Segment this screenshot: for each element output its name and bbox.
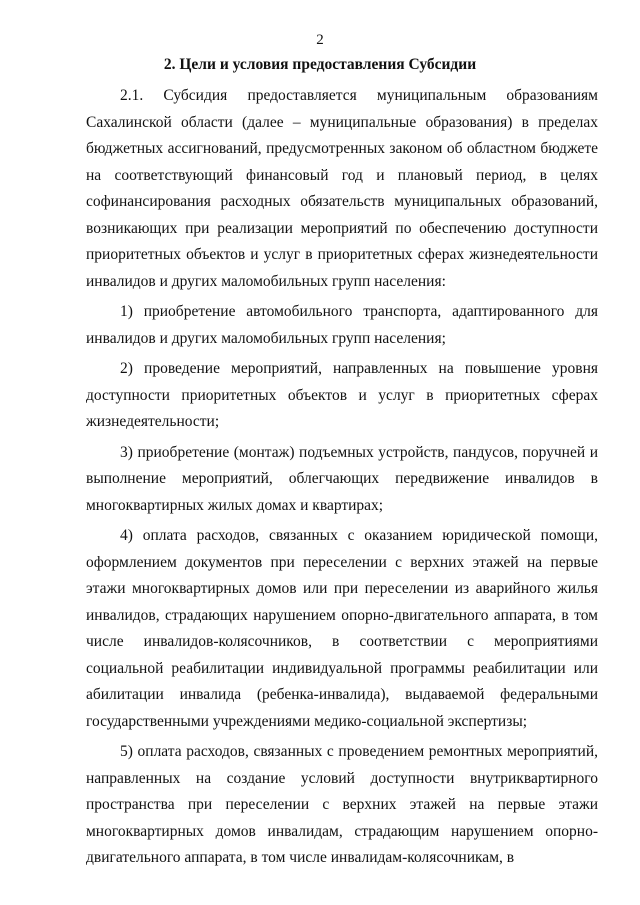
list-item-3: 3) приобретение (монтаж) подъемных устройств, пандусов, поручней и выполнение мероприятий, облегчающих передвижение инвалидов в многоквартирных жилых домах и квартирах; (86, 443, 598, 514)
list-item-1: 1) приобретение автомобильного транспорта, адаптированного для инвалидов и других маломобильных групп населения; (86, 303, 598, 347)
list-item-2: 2) проведение мероприятий, направленных на повышение уровня доступности приоритетных объектов и услуг в приоритетных сферах жизнедеятельности; (86, 360, 598, 430)
list-item-4: 4) оплата расходов, связанных с оказанием юридической помощи, оформлением документов при переселении с верхних этажей на первые этажи многоквартирных домов или при переселении из аварийного жилья инвалидов, страдающих нарушением опорно-двигательного аппарата, в том числе инвалидов-колясочников, в соответствии с мероприятиями социальной реабилитации индивидуальной программы реабилитации или абилитации инвалида (ребенка-инвалида), выдаваемой федеральными государственными учреждениями медико-социальной экспертизы; (86, 527, 598, 730)
section-heading: 2. Цели и условия предоставления Субсидии (163, 56, 477, 73)
paragraph-2-1: 2.1. Субсидия предоставляется муниципальным образованиям Сахалинской области (далее – муниципальные образования) в пределах бюджетных ассигнований, предусмотренных законом об областном бюджете на соответствующий финансовый год и плановый период, в целях софинансирования расходных обязательств муниципальных образований, возникающих при реализации мероприятий по обеспечению доступности приоритетных объектов и услуг в приоритетных сферах жизнедеятельности инвалидов и других маломобильных групп населения: (86, 87, 598, 290)
page-number: 2 (316, 32, 324, 48)
section-body (86, 83, 598, 872)
list-item-5: 5) оплата расходов, связанных с проведением ремонтных мероприятий, направленных на создание условий доступности внутриквартирного пространства при переселении с верхних этажей на первые этажи многоквартирных домов инвалидам, страдающим нарушением опорно-двигательного аппарата, в том числе инвалидам-колясочникам, в (86, 743, 598, 866)
